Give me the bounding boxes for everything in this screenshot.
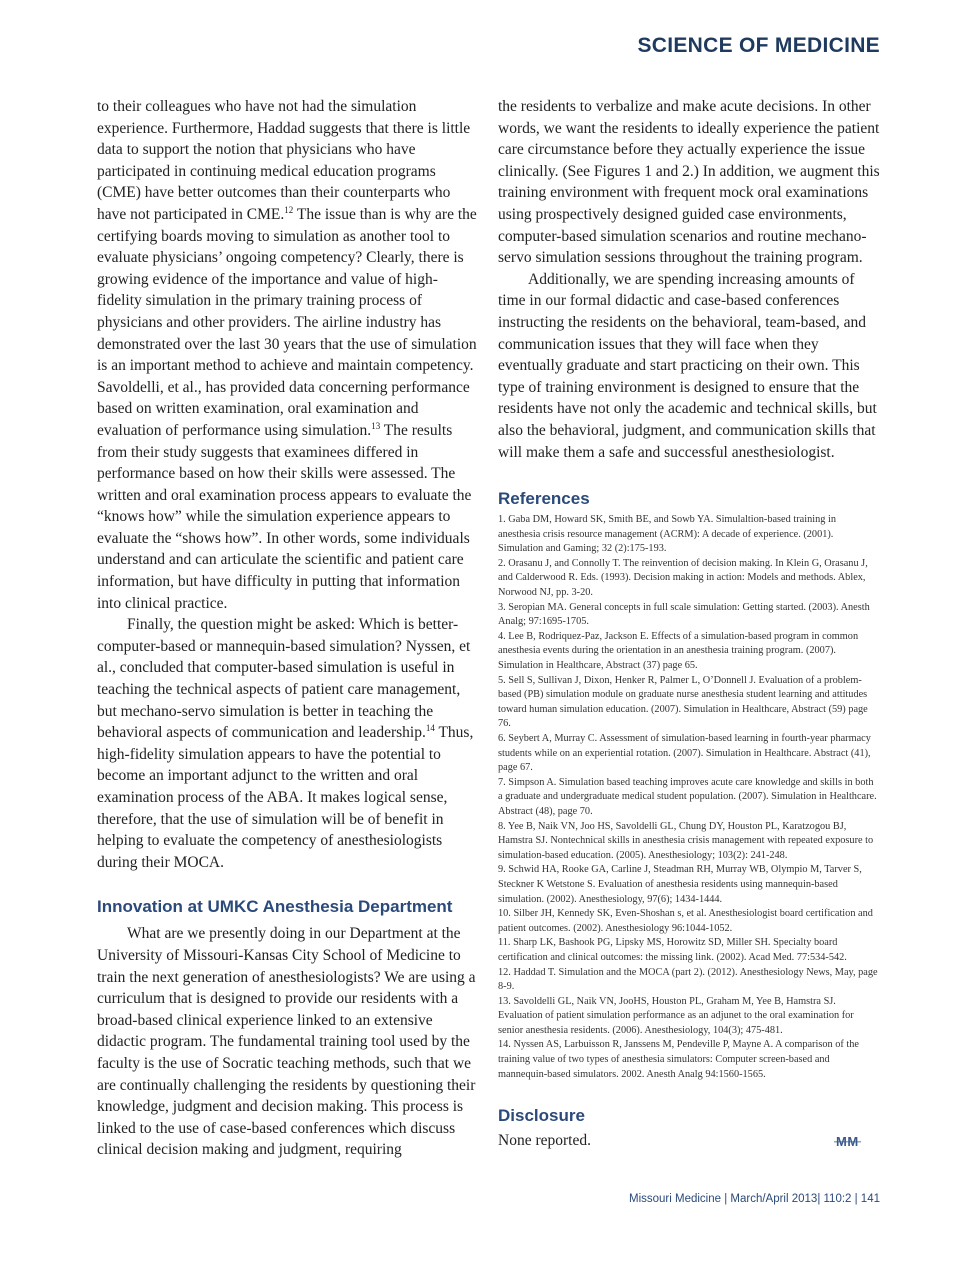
reference-item: 4. Lee B, Rodriquez-Paz, Jackson E. Effects of a simulation-based program in common anesthesia events during the orientation in an anesthesia training program. (2007). Simulation in Healthcare, Abstract (37) page 65. <box>498 630 859 672</box>
reference-item: 11. Sharp LK, Bashook PG, Lipsky MS, Horowitz SD, Miller SH. Specialty board certification and clinical outcomes: the missing link. (2002). Acad Med. 77:534-542. <box>498 937 847 963</box>
reference-item: 1. Gaba DM, Howard SK, Smith BE, and Sowb YA. Simulaltion-based training in anesthesia crisis resource management (ACRM): A decade of experience. (2001). Simulation and Gaming; 32 (2):175-193. <box>498 514 836 555</box>
reference-item: 7. Simpson A. Simulation based teaching improves acute care knowledge and skills in both a graduate and undergraduate medical student population. (2007). Simulation in Healthcare. Abstract (48), page 70. <box>498 776 877 817</box>
reference-item: 12. Haddad T. Simulation and the MOCA (part 2). (2012). Anesthesiology News, May, page 8-9. <box>498 966 878 993</box>
reference-item: 8. Yee B, Naik VN, Joo HS, Savoldelli GL, Chung DY, Houston PL, Karatzogou BJ, Hamstra SJ. Nontechnical skills in anesthesia crisis management with repeated exposure to simulation-based education. (2005). Anesthesiology; 103(2): 241-248. <box>498 820 874 861</box>
references-list <box>498 513 880 1082</box>
reference-item: 14. Nyssen AS, Larbuisson R, Janssens M, Pendeville P, Mayne A. A comparison of the training value of two types of anesthesia simulators: Computer screen-based and mannequin-based simulators. 2002. Anesth Analg 94:1560-1565. <box>498 1039 859 1080</box>
citation-13: 13 <box>371 420 381 431</box>
references-heading: References <box>498 489 590 509</box>
page-footer: Missouri Medicine | March/April 2013| 110:2 | 141 <box>628 1193 880 1205</box>
reference-item: 6. Seybert A, Murray C. Assessment of simulation-based learning in fourth-year pharmacy students while on an experiential rotation. (2007). Simulation in Healthcare. Abstract (41), page 67. <box>498 733 871 774</box>
mm-logo: MM <box>836 1134 859 1149</box>
disclosure-text: None reported. <box>498 1132 591 1150</box>
right-paragraph-2: Additionally, we are spending increasing amounts of time in our formal didactic and case-based conferences instructing the residents on the behavioral, team-based, and communication issues that they will face when they eventually graduate and start practicing on their own. This type of training environment is designed to ensure that the residents have not only the academic and technical skills, but also the behavioral, judgment, and communication skills that will make them a safe and successful anesthesiologist. <box>498 270 877 461</box>
left-paragraph-3: What are we presently doing in our Department at the University of Missouri-Kansas City School of Medicine to train the next generation of anesthesiologists? We are using a curriculum that is designed to provide our residents with a broad-based clinical experience linked to an extensive didactic program. The fundamental training tool used by the faculty is the use of Socratic teaching methods, such that we are continually challenging the residents by questioning their knowledge, judgment and decision making. This process is linked to the use of case-based conferences which discuss clinical decision making and judgment, requiring <box>97 925 476 1159</box>
section-title: SCIENCE OF MEDICINE <box>637 34 880 57</box>
reference-item: 5. Sell S, Sullivan J, Dixon, Henker R, Palmer L, O’Donnell J. Evaluation of a problem-based (PB) simulation module on graduate nurse anesthesia student learning and attitudes toward human simulation education. (2007). Simulation in Healthcare, Abstract (59) page 76. <box>498 674 868 730</box>
reference-item: 2. Orasanu J, and Connolly T. The reinvention of decision making. In Klein G, Orasanu J, and Calderwood R. Eds. (1993). Decision making in action: Models and methods. Ablex, Norwood NJ, pp. 3-20. <box>498 557 868 599</box>
disclosure-heading: Disclosure <box>498 1106 585 1126</box>
citation-12: 12 <box>284 204 294 215</box>
innovation-heading: Innovation at UMKC Anesthesia Department <box>97 897 453 917</box>
reference-item: 9. Schwid HA, Rooke GA, Carline J, Steadman RH, Murray WB, Olympio M, Tarver S, Steckner K Wetstone S. Evaluation of anesthesia residents using mannequin-based simulation. (2002). Anesthesiology, 97(6); 1434-1444. <box>498 864 862 905</box>
reference-item: 10. Silber JH, Kennedy SK, Even-Shoshan s, et al. Anesthesiologist board certification and patient outcomes. (2002). Anesthesiology 96:1044-1052. <box>498 908 873 934</box>
right-paragraph-1: the residents to verbalize and make acute decisions. In other words, we want the residents to ideally experience the patient care circumstance before they actually experience the issue clinically. (See Figures 1 and 2.) In addition, we augment this training environment with frequent mock oral examinations using prospectively designed guided case environments, computer-based simulation scenarios and routine mechano-servo simulation sessions throughout the training program. <box>498 98 880 267</box>
reference-item: 3. Seropian MA. General concepts in full scale simulation: Getting started. (2003). Anesth Analg; 97:1695-1705. <box>498 601 870 628</box>
citation-14: 14 <box>425 723 435 734</box>
left-paragraph-2: Finally, the question might be asked: Which is better-computer-based or mannequin-based simulation? Nyssen, et al., concluded that computer-based simulation is useful in teaching the technical aspects of patient care management, but mechano-servo simulation is better in teaching the behavioral aspects of communication and leadership.$^{14}$ Thus, high-fidelity simulation appears to have the potential to become an important adjunct to the written and oral examination process of the ABA. It makes logical sense, therefore, that the use of simulation will be of benefit in helping to evaluate the competency of anesthesiologists during their MOCA. <box>97 616 474 871</box>
right-column <box>498 96 880 1152</box>
reference-item: 13. Savoldelli GL, Naik VN, JooHS, Houston PL, Graham M, Yee B, Hamstra SJ. Evaluation of patient simulation performance as an adjunet to the oral examination for senior anesthesia residents. (2006). Anesthesiology, 104(3); 475-481. <box>498 995 854 1036</box>
left-paragraph-1: to their colleagues who have not had the simulation experience. Furthermore, Haddad suggests that there is little data to support the notion that physicians who have participated in continuing medical education programs (CME) have better outcomes than their counterparts who have not participated in CME.$^{12}$ The issue than is why are the certifying boards moving to simulation as another tool to evaluate physicians’ ongoing competency? Clearly, there is growing evidence of the importance and value of high-fidelity simulation in the primary training process of physicians and other providers. The airline industry has demonstrated over the last 30 years that the use of simulation is an important method to achieve and maintain competency. Savoldelli, et al., has provided data concerning performance based on written examination, oral examination and evaluation of performance using simulation.$^{13}$ The results from their study suggests that examinees differed in performance based on how their skills were assessed. The written and oral examination process appears to evaluate the “knows how” while the simulation experience appears to evaluate the “shows how”. In other words, some individuals understand and can articulate the scientific and patient care information, but have difficulty in putting that information into clinical practice. <box>97 98 477 612</box>
left-column <box>97 96 480 1161</box>
